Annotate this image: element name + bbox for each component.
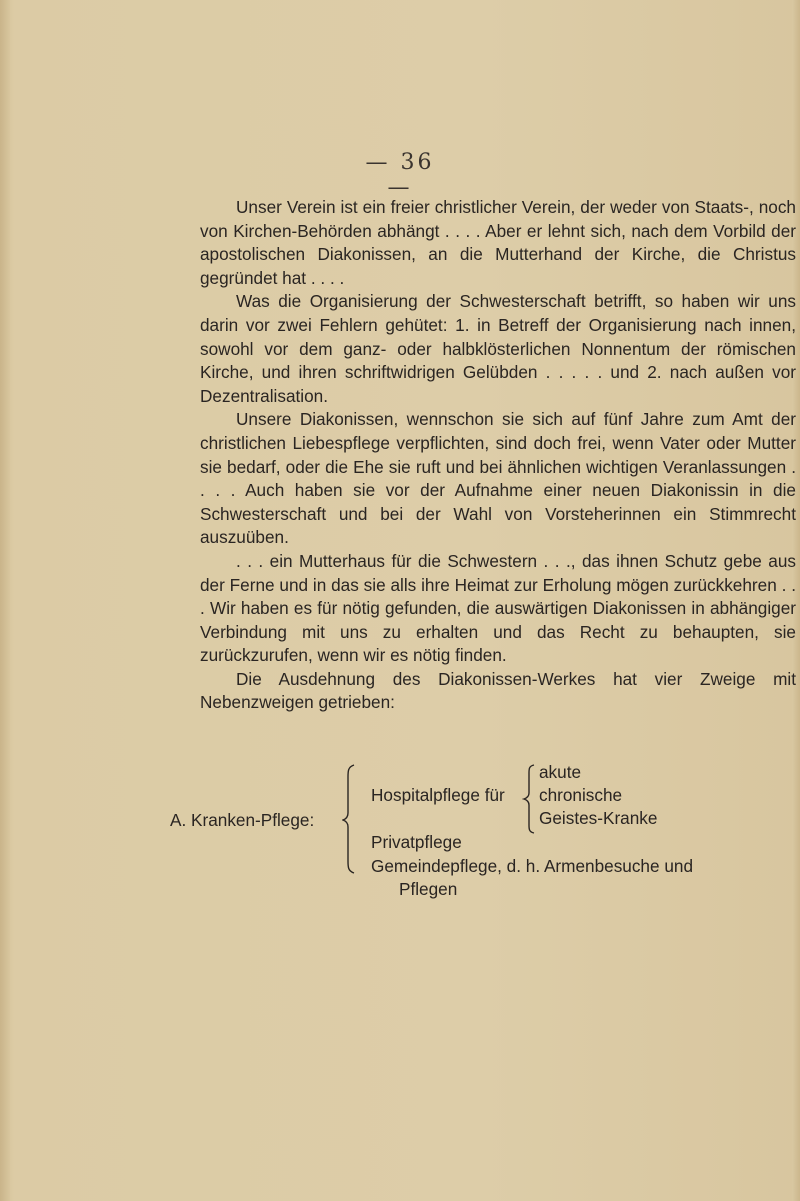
page-number: — 36 — [365, 150, 435, 200]
paragraph-5: Die Ausdehnung des Diakonissen-Werkes hat vier Zweige mit Nebenzweigen getrieben: [200, 668, 796, 713]
paragraph-3: Unsere Diakonissen, wennschon sie sich auf fünf Jahre zum Amt der christlichen Liebespflege verpflichten, sind doch frei, wenn Vater oder Mutter sie bedarf, oder die Ehe sie ruft und bei ähnlichen wichtigen Veranlassungen . . . . Auch haben sie vor der Aufnahme einer neuen Diakonissin in die Schwesterschaft und bei der Wahl von Vorsteherinnen ein Stimmrecht auszuüben. [200, 409, 796, 548]
hospital-care-label: Hospitalpflege für [371, 785, 505, 805]
paragraph-1: Unser Verein ist ein freier christlicher Verein, der weder von Staats-, noch von Kirchen-Behörden abhängt . . . . Aber er lehnt sich, nach dem Vorbild der apostolischen Diakonissen, an die Mutterhand der Kirche, die Christus gegründet hat . . . . [200, 197, 796, 288]
hospital-item-chronic: chronische [539, 785, 623, 805]
community-care-label: Gemeindepflege, d. h. Armenbesuche und [371, 856, 694, 876]
paragraph-2: Was die Organisierung der Schwesterschaft betrifft, so haben wir uns darin vor zwei Fehlern gehütet: 1. in Betreff der Organisierung nach innen, sowohl vor dem ganz- oder halbklösterlichen Nonnentum der römischen Kirche, und ihren schriftwidrigen Gelübden . . . . . und 2. nach außen vor Dezentralisation. [200, 291, 796, 406]
hospital-item-mental: Geistes-Kranke [539, 808, 658, 828]
body-text [200, 196, 796, 715]
page-left-edge [0, 0, 10, 1201]
paragraph-4: . . . ein Mutterhaus für die Schwestern . . ., das ihnen Schutz gebe aus der Ferne und in das sie alls ihre Heimat zur Erholung mögen zurückkehren . . . Wir haben es für nötig gefunden, die auswärtigen Diakonissen in abhängiger Verbindung mit uns zu erhalten und das Recht zu behaupten, sie zurückzurufen, wenn wir es nötig finden. [200, 550, 796, 666]
outer-brace [342, 763, 358, 875]
private-care-label: Privatpflege [371, 832, 462, 852]
branch-scheme [170, 761, 790, 899]
community-care-continuation: Pflegen [399, 879, 458, 899]
scheme-root-label: A. Kranken-Pflege: [170, 810, 315, 830]
hospital-item-acute: akute [539, 762, 582, 782]
inner-brace [522, 763, 536, 835]
